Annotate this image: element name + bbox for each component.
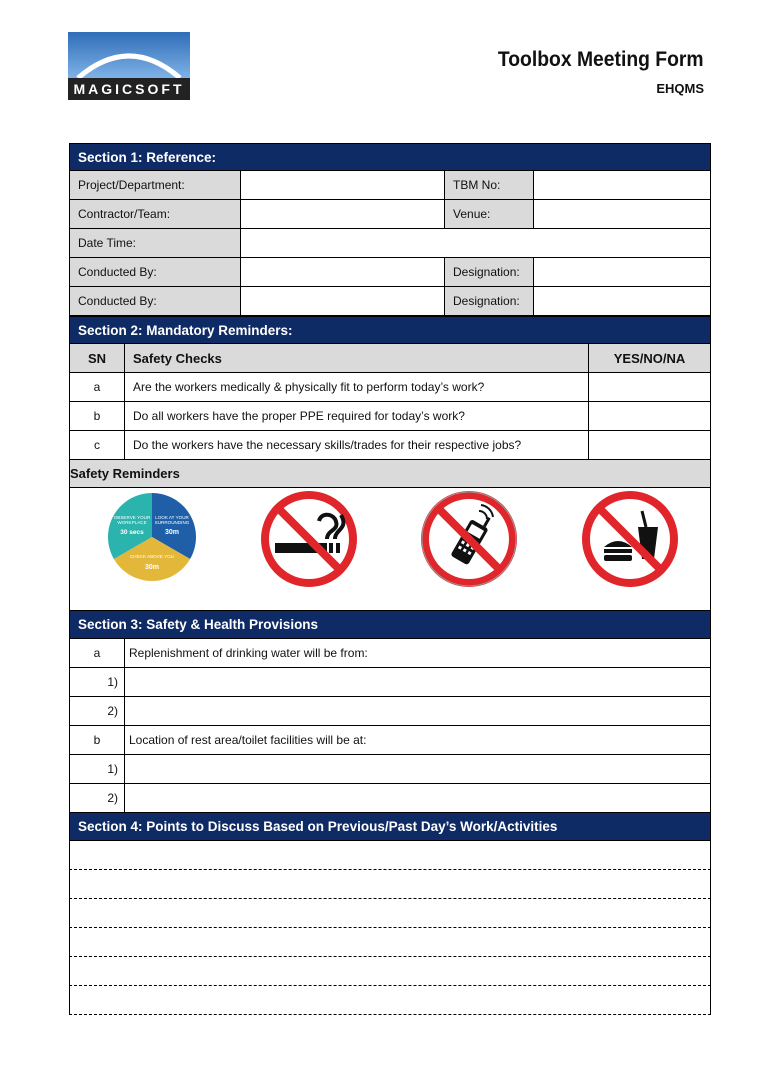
provision-text: Location of rest area/toilet facilities will be at: [129, 733, 367, 747]
label-designation-1: Designation: [445, 258, 534, 286]
row-project [69, 171, 711, 200]
check-text: Are the workers medically & physically fit to perform today’s work? [125, 373, 589, 401]
provision-row [69, 755, 711, 784]
project-field[interactable] [241, 171, 445, 199]
provision-sn: b [70, 726, 125, 754]
label-project: Project/Department: [70, 171, 241, 199]
section4-heading: Section 4: Points to Discuss Based on Previous/Past Day’s Work/Activities [69, 813, 711, 841]
designation-field-2[interactable] [534, 287, 710, 315]
label-designation-2: Designation: [445, 287, 534, 315]
check-sn: c [70, 431, 125, 459]
conducted-field-1[interactable] [241, 258, 445, 286]
row-conducted-2 [69, 287, 711, 316]
discussion-line[interactable] [69, 899, 711, 928]
row-datetime [69, 229, 711, 258]
check-text: Do all workers have the proper PPE required for today’s work? [125, 402, 589, 430]
label-tbm: TBM No: [445, 171, 534, 199]
discussion-line[interactable] [69, 841, 711, 870]
label-venue: Venue: [445, 200, 534, 228]
check-answer-field[interactable] [589, 373, 710, 401]
designation-field-1[interactable] [534, 258, 710, 286]
checks-header-row [69, 344, 711, 373]
label-datetime: Date Time: [70, 229, 241, 257]
label-conducted-2: Conducted By: [70, 287, 241, 315]
wheel-observe-time: 30 secs [120, 529, 144, 536]
wheel-check: CHECK ABOVE YOU [129, 554, 175, 559]
provision-row [69, 639, 711, 668]
discussion-line[interactable] [69, 928, 711, 957]
safety-reminders-heading: Safety Reminders [69, 460, 711, 488]
provision-sn: 2) [70, 784, 125, 812]
logo-text: MAGICSOFT [68, 78, 190, 100]
safety-wheel-icon [106, 491, 198, 583]
check-sn: b [70, 402, 125, 430]
label-contractor: Contractor/Team: [70, 200, 241, 228]
discussion-line[interactable] [69, 986, 711, 1015]
safety-icons-row [69, 488, 711, 611]
discussion-line[interactable] [69, 870, 711, 899]
water-source-field-2[interactable] [125, 697, 710, 725]
check-row [69, 431, 711, 460]
check-text: Do the workers have the necessary skills/trades for their respective jobs? [125, 431, 589, 459]
wheel-look-time: 30m [164, 529, 180, 536]
col-yes-no-na: YES/NO/NA [613, 350, 686, 366]
provision-text: Replenishment of drinking water will be from: [129, 646, 368, 660]
wheel-look2: SURROUNDING [154, 520, 190, 525]
discussion-line[interactable] [69, 957, 711, 986]
check-row [69, 402, 711, 431]
provision-row [69, 726, 711, 755]
provision-sn: 2) [70, 697, 125, 725]
no-phone-icon [421, 491, 517, 587]
check-answer-field[interactable] [589, 402, 710, 430]
no-food-drink-icon [582, 491, 678, 587]
section2-heading: Section 2: Mandatory Reminders: [69, 316, 711, 344]
section3-heading: Section 3: Safety & Health Provisions [69, 611, 711, 639]
wheel-observe2: WORKPLACE [117, 520, 147, 525]
company-logo [68, 32, 190, 100]
rest-area-field-2[interactable] [125, 784, 710, 812]
provision-row [69, 668, 711, 697]
datetime-field[interactable] [241, 229, 710, 257]
check-sn: a [70, 373, 125, 401]
wheel-check-time: 30m [144, 564, 160, 571]
provision-row [69, 784, 711, 813]
label-conducted-1: Conducted By: [70, 258, 241, 286]
row-conducted-1 [69, 258, 711, 287]
logo-arc [68, 32, 190, 78]
col-safety-checks: Safety Checks [125, 344, 589, 372]
provision-sn: 1) [70, 755, 125, 783]
page-subtitle: EHQMS [656, 81, 704, 96]
provision-sn: a [70, 639, 125, 667]
tbm-field[interactable] [534, 171, 710, 199]
page-title: Toolbox Meeting Form [498, 48, 704, 71]
col-sn: SN [70, 344, 125, 372]
check-answer-field[interactable] [589, 431, 710, 459]
venue-field[interactable] [534, 200, 710, 228]
provision-row [69, 697, 711, 726]
check-row [69, 373, 711, 402]
water-source-field-1[interactable] [125, 668, 710, 696]
contractor-field[interactable] [241, 200, 445, 228]
section1-heading: Section 1: Reference: [69, 143, 711, 171]
wheel-observe: OBSERVE YOUR [113, 515, 151, 520]
provision-sn: 1) [70, 668, 125, 696]
row-contractor [69, 200, 711, 229]
no-smoking-icon [261, 491, 357, 587]
toolbox-form [69, 143, 711, 1015]
conducted-field-2[interactable] [241, 287, 445, 315]
rest-area-field-1[interactable] [125, 755, 710, 783]
wheel-look: LOOK AT YOUR [155, 515, 189, 520]
